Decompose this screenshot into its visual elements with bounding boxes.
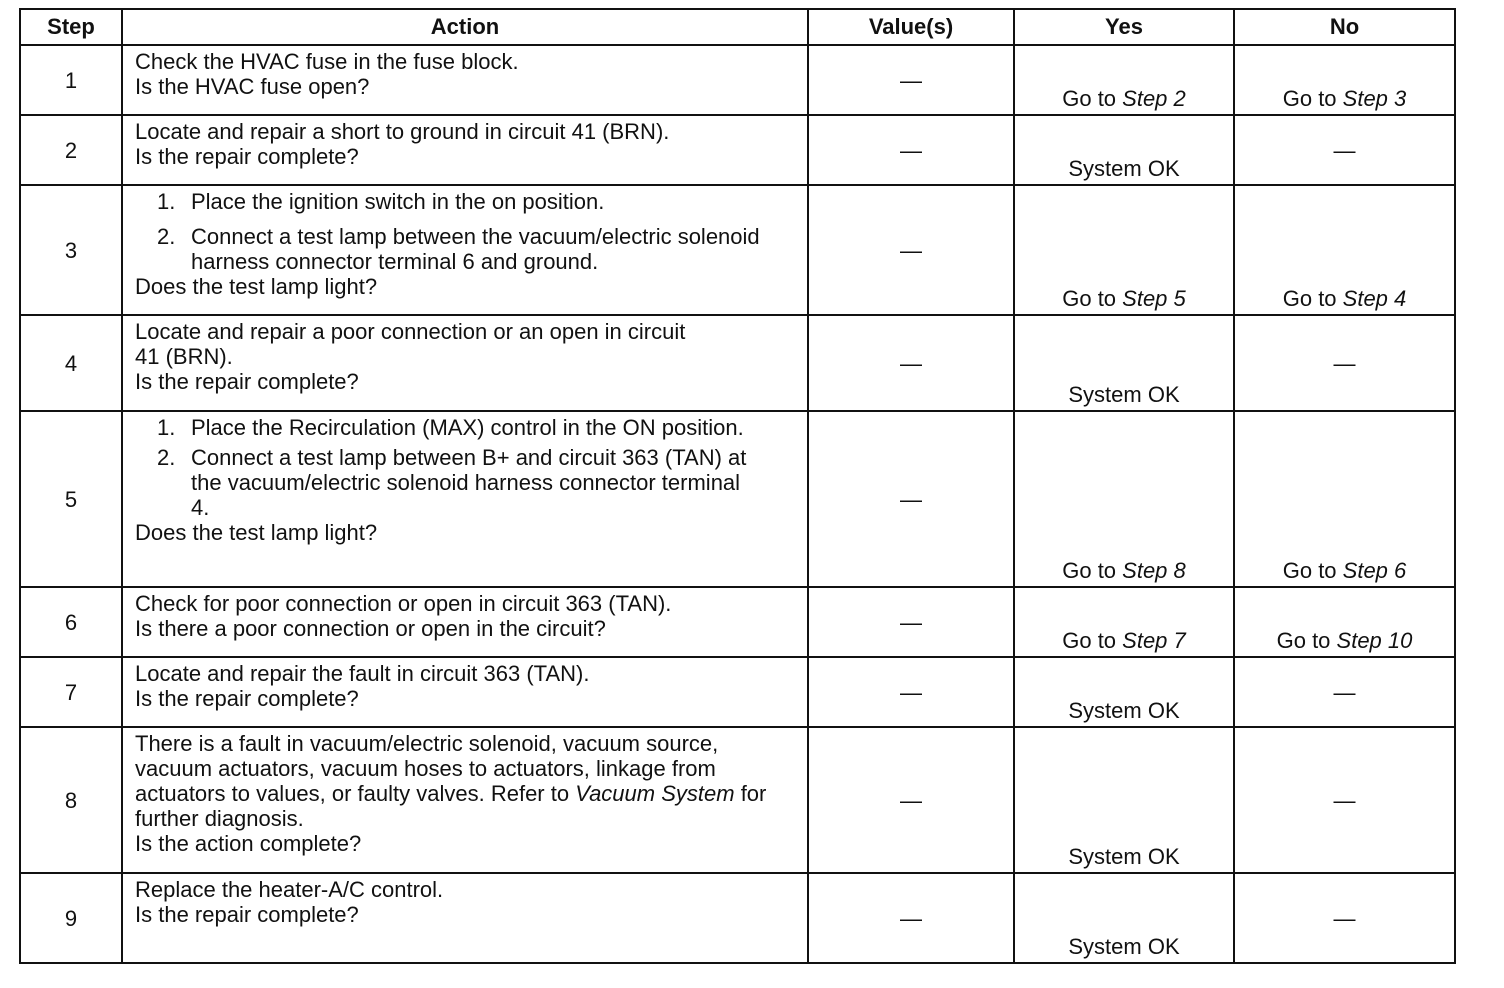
no-cell: — [1234, 873, 1455, 963]
step-ref: Step 5 [1122, 286, 1186, 311]
yes-cell: System OK [1014, 873, 1234, 963]
value-cell: — [808, 727, 1014, 873]
action-cell [122, 873, 808, 963]
question-text: Does the test lamp light? [135, 274, 378, 299]
substep-item: 2. Connect a test lamp between B+ and circuit 363 (TAN) at the vacuum/electric solenoid harness connector terminal 4. [157, 445, 747, 520]
yes-cell: System OK [1014, 315, 1234, 411]
value-cell: — [808, 45, 1014, 115]
header-row [20, 9, 1455, 45]
step-ref: Step 2 [1122, 86, 1186, 111]
no-cell: — [1234, 727, 1455, 873]
yes-cell: Go to Step 2 [1014, 45, 1234, 115]
question-text: Is there a poor connection or open in the circuit? [135, 616, 606, 641]
value-cell: — [808, 115, 1014, 185]
action-text: Replace the heater-A/C control. [135, 877, 444, 902]
table-row [20, 657, 1455, 727]
table-row [20, 45, 1455, 115]
table-row [20, 185, 1455, 315]
step-number: 4 [20, 315, 122, 411]
yes-cell: System OK [1014, 115, 1234, 185]
yes-cell: System OK [1014, 657, 1234, 727]
yes-cell: Go to Step 7 [1014, 587, 1234, 657]
no-cell: Go to Step 4 [1234, 185, 1455, 315]
question-text: Is the action complete? [135, 831, 362, 856]
action-cell [122, 657, 808, 727]
question-text: Does the test lamp light? [135, 520, 378, 545]
action-cell [122, 45, 808, 115]
step-ref: Step 6 [1342, 558, 1407, 583]
step-number: 2 [20, 115, 122, 185]
diagnostic-table [19, 8, 1456, 964]
step-ref: Step 3 [1342, 86, 1407, 111]
step-ref: Step 8 [1122, 558, 1186, 583]
action-cell [122, 411, 808, 587]
substep-list [135, 415, 747, 520]
step-number: 6 [20, 587, 122, 657]
table-row [20, 315, 1455, 411]
action-text: There is a fault in vacuum/electric solenoid, vacuum source, vacuum actuators, vacuum hoses to actuators, linkage from actuators to values, or faulty valves. Refer to Vacuum System for further diagnosis. [135, 731, 767, 831]
no-cell: Go to Step 6 [1234, 411, 1455, 587]
no-cell: — [1234, 315, 1455, 411]
substep-item: 1. Place the Recirculation (MAX) control in the ON position. [157, 415, 744, 440]
reference-link: Vacuum System [575, 781, 735, 806]
step-number: 5 [20, 411, 122, 587]
question-text: Is the repair complete? [135, 686, 359, 711]
yes-cell: Go to Step 8 [1014, 411, 1234, 587]
no-cell: Go to Step 3 [1234, 45, 1455, 115]
no-cell: — [1234, 115, 1455, 185]
no-cell: Go to Step 10 [1234, 587, 1455, 657]
table-row [20, 115, 1455, 185]
header-yes: Yes [1014, 9, 1234, 45]
no-cell: — [1234, 657, 1455, 727]
step-number: 3 [20, 185, 122, 315]
action-cell [122, 727, 808, 873]
question-text: Is the repair complete? [135, 144, 359, 169]
yes-cell: Go to Step 5 [1014, 185, 1234, 315]
action-text: Check for poor connection or open in circuit 363 (TAN). [135, 591, 672, 616]
step-ref: Step 4 [1342, 286, 1407, 311]
action-text: Locate and repair a poor connection or an open in circuit 41 (BRN). [135, 319, 686, 369]
step-number: 7 [20, 657, 122, 727]
table-row [20, 727, 1455, 873]
step-number: 1 [20, 45, 122, 115]
header-no: No [1234, 9, 1455, 45]
yes-cell: System OK [1014, 727, 1234, 873]
value-cell: — [808, 185, 1014, 315]
value-cell: — [808, 657, 1014, 727]
action-cell [122, 115, 808, 185]
table-row [20, 873, 1455, 963]
action-cell [122, 185, 808, 315]
action-cell [122, 587, 808, 657]
question-text: Is the HVAC fuse open? [135, 74, 370, 99]
substep-item: 1. Place the ignition switch in the on position. [157, 189, 605, 214]
substep-item: 2. Connect a test lamp between the vacuum/electric solenoid harness connector terminal 6 and ground. [157, 224, 760, 274]
step-ref: Step 7 [1122, 628, 1186, 653]
action-text: Check the HVAC fuse in the fuse block. [135, 49, 519, 74]
table-row [20, 411, 1455, 587]
step-number: 8 [20, 727, 122, 873]
step-number: 9 [20, 873, 122, 963]
action-text: Locate and repair the fault in circuit 363 (TAN). [135, 661, 590, 686]
step-ref: Step 10 [1336, 628, 1413, 653]
header-action: Action [122, 9, 808, 45]
header-values: Value(s) [808, 9, 1014, 45]
header-step: Step [20, 9, 122, 45]
question-text: Is the repair complete? [135, 902, 359, 927]
value-cell: — [808, 315, 1014, 411]
substep-list [135, 189, 797, 274]
table-row [20, 587, 1455, 657]
value-cell: — [808, 873, 1014, 963]
question-text: Is the repair complete? [135, 369, 359, 394]
action-cell [122, 315, 808, 411]
value-cell: — [808, 411, 1014, 587]
value-cell: — [808, 587, 1014, 657]
action-text: Locate and repair a short to ground in circuit 41 (BRN). [135, 119, 670, 144]
